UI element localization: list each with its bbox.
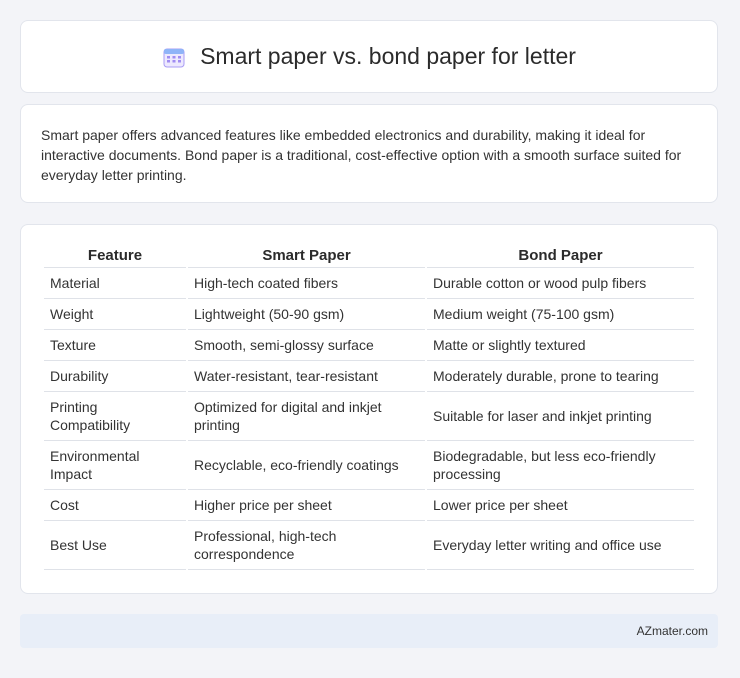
table-cell: Medium weight (75-100 gsm) [427,299,694,330]
table-cell: Printing Compatibility [44,392,186,441]
column-header: Feature [44,243,186,268]
comparison-table [42,243,696,570]
column-header: Smart Paper [188,243,425,268]
intro-card [20,104,718,203]
table-row [44,268,694,299]
comparison-table-card [20,224,718,594]
footer-bar [20,614,718,648]
table-cell: Recyclable, eco-friendly coatings [188,441,425,490]
intro-text: Smart paper offers advanced features like embedded electronics and durability, making it ideal for interactive documents. Bond paper is a traditional, cost-effective option with a smooth surface suited for everyday letter printing. [41,127,682,183]
table-cell: Lightweight (50-90 gsm) [188,299,425,330]
footer-brand: AZmater.com [636,624,708,638]
table-cell: Cost [44,490,186,521]
table-cell: Durable cotton or wood pulp fibers [427,268,694,299]
title-card [20,20,718,93]
table-cell: Suitable for laser and inkjet printing [427,392,694,441]
table-cell: Environmental Impact [44,441,186,490]
table-cell: Everyday letter writing and office use [427,521,694,570]
calendar-icon [162,45,186,69]
table-cell: High-tech coated fibers [188,268,425,299]
table-cell: Biodegradable, but less eco-friendly processing [427,441,694,490]
table-row [44,330,694,361]
table-cell: Water-resistant, tear-resistant [188,361,425,392]
table-cell: Texture [44,330,186,361]
table-cell: Professional, high-tech correspondence [188,521,425,570]
table-header-row [44,243,694,268]
table-row [44,392,694,441]
table-row [44,441,694,490]
table-cell: Material [44,268,186,299]
table-cell: Smooth, semi-glossy surface [188,330,425,361]
table-cell: Durability [44,361,186,392]
table-cell: Matte or slightly textured [427,330,694,361]
table-row [44,361,694,392]
table-row [44,299,694,330]
table-row [44,521,694,570]
table-cell: Best Use [44,521,186,570]
table-cell: Moderately durable, prone to tearing [427,361,694,392]
table-cell: Lower price per sheet [427,490,694,521]
table-cell: Higher price per sheet [188,490,425,521]
table-cell: Weight [44,299,186,330]
table-cell: Optimized for digital and inkjet printing [188,392,425,441]
table-row [44,490,694,521]
page-title: Smart paper vs. bond paper for letter [200,43,576,69]
column-header: Bond Paper [427,243,694,268]
